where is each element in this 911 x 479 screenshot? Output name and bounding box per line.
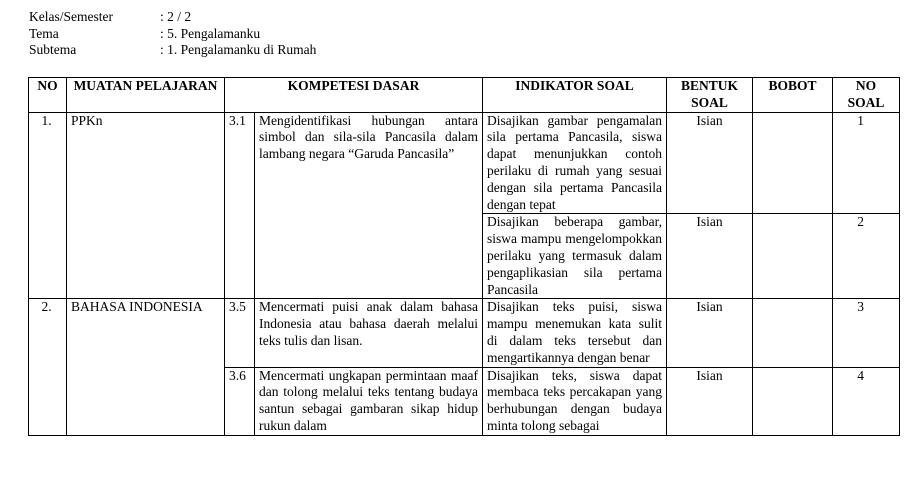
meta-subtema-label: Subtema (29, 42, 77, 57)
bobot-cell (753, 112, 833, 214)
header-bentuk: BENTUK SOAL (667, 78, 753, 113)
kd-text: Mengidentifikasi hubungan antara simbol dan sila-sila Pancasila dalam lambang negara “Garuda Pancasila” (255, 112, 483, 299)
header-muatan: MUATAN PELAJARAN (67, 78, 225, 113)
no-soal: 3 (833, 299, 900, 367)
meta-subtema (29, 42, 316, 59)
meta-tema (29, 26, 316, 43)
bentuk-soal: Isian (667, 367, 753, 435)
meta-kelas (29, 9, 316, 26)
kd-text: Mencermati puisi anak dalam bahasa Indonesia atau bahasa daerah melalui teks tulis dan lisan. (255, 299, 483, 367)
document-meta (29, 9, 316, 59)
kd-text: Mencermati ungkapan permintaan maaf dan tolong melalui teks tentang budaya santun sebagai gambaran sikap hidup rukun dalam (255, 367, 483, 435)
header-no: NO (29, 78, 67, 113)
bentuk-soal: Isian (667, 214, 753, 299)
kd-code: 3.6 (225, 367, 255, 435)
table-row (29, 299, 900, 367)
indikator-text: Disajikan teks, siswa dapat membaca teks percakapan yang berhubungan dengan budaya minta tolong sebagai (483, 367, 667, 435)
kd-code: 3.1 (225, 112, 255, 299)
meta-kelas-label: Kelas/Semester (29, 9, 113, 24)
kd-code: 3.5 (225, 299, 255, 367)
header-bobot: BOBOT (753, 78, 833, 113)
bobot-cell (753, 367, 833, 435)
row-number: 1. (29, 112, 67, 299)
header-row (29, 78, 900, 113)
no-soal: 1 (833, 112, 900, 214)
meta-kelas-value: : 2 / 2 (160, 9, 192, 24)
meta-tema-label: Tema (29, 25, 59, 41)
header-kompetensi: KOMPETESI DASAR (225, 78, 483, 113)
no-soal: 4 (833, 367, 900, 435)
no-soal: 2 (833, 214, 900, 299)
indikator-text: Disajikan teks puisi, siswa mampu menemukan kata sulit di dalam teks tersebut dan mengartikannya dengan benar (483, 299, 667, 367)
row-number: 2. (29, 299, 67, 435)
kisi-kisi-table (28, 77, 900, 436)
meta-tema-value: : 5. Pengalamanku (160, 25, 261, 41)
bentuk-soal: Isian (667, 112, 753, 214)
meta-subtema-value: : 1. Pengalamanku di Rumah (160, 42, 317, 57)
bobot-cell (753, 214, 833, 299)
row-muatan: PPKn (67, 112, 225, 299)
header-indikator: INDIKATOR SOAL (483, 78, 667, 113)
indikator-text: Disajikan gambar pengamalan sila pertama Pancasila, siswa dapat menunjukkan contoh perilaku di rumah yang sesuai dengan sila pertama Pancasila dengan tepat (483, 112, 667, 214)
table-row (29, 112, 900, 214)
row-muatan: BAHASA INDONESIA (67, 299, 225, 435)
bentuk-soal: Isian (667, 299, 753, 367)
indikator-text: Disajikan beberapa gambar, siswa mampu mengelompokkan perilaku yang termasuk dalam pengaplikasian sila pertama Pancasila (483, 214, 667, 299)
bobot-cell (753, 299, 833, 367)
header-no-soal: NO SOAL (833, 78, 900, 113)
